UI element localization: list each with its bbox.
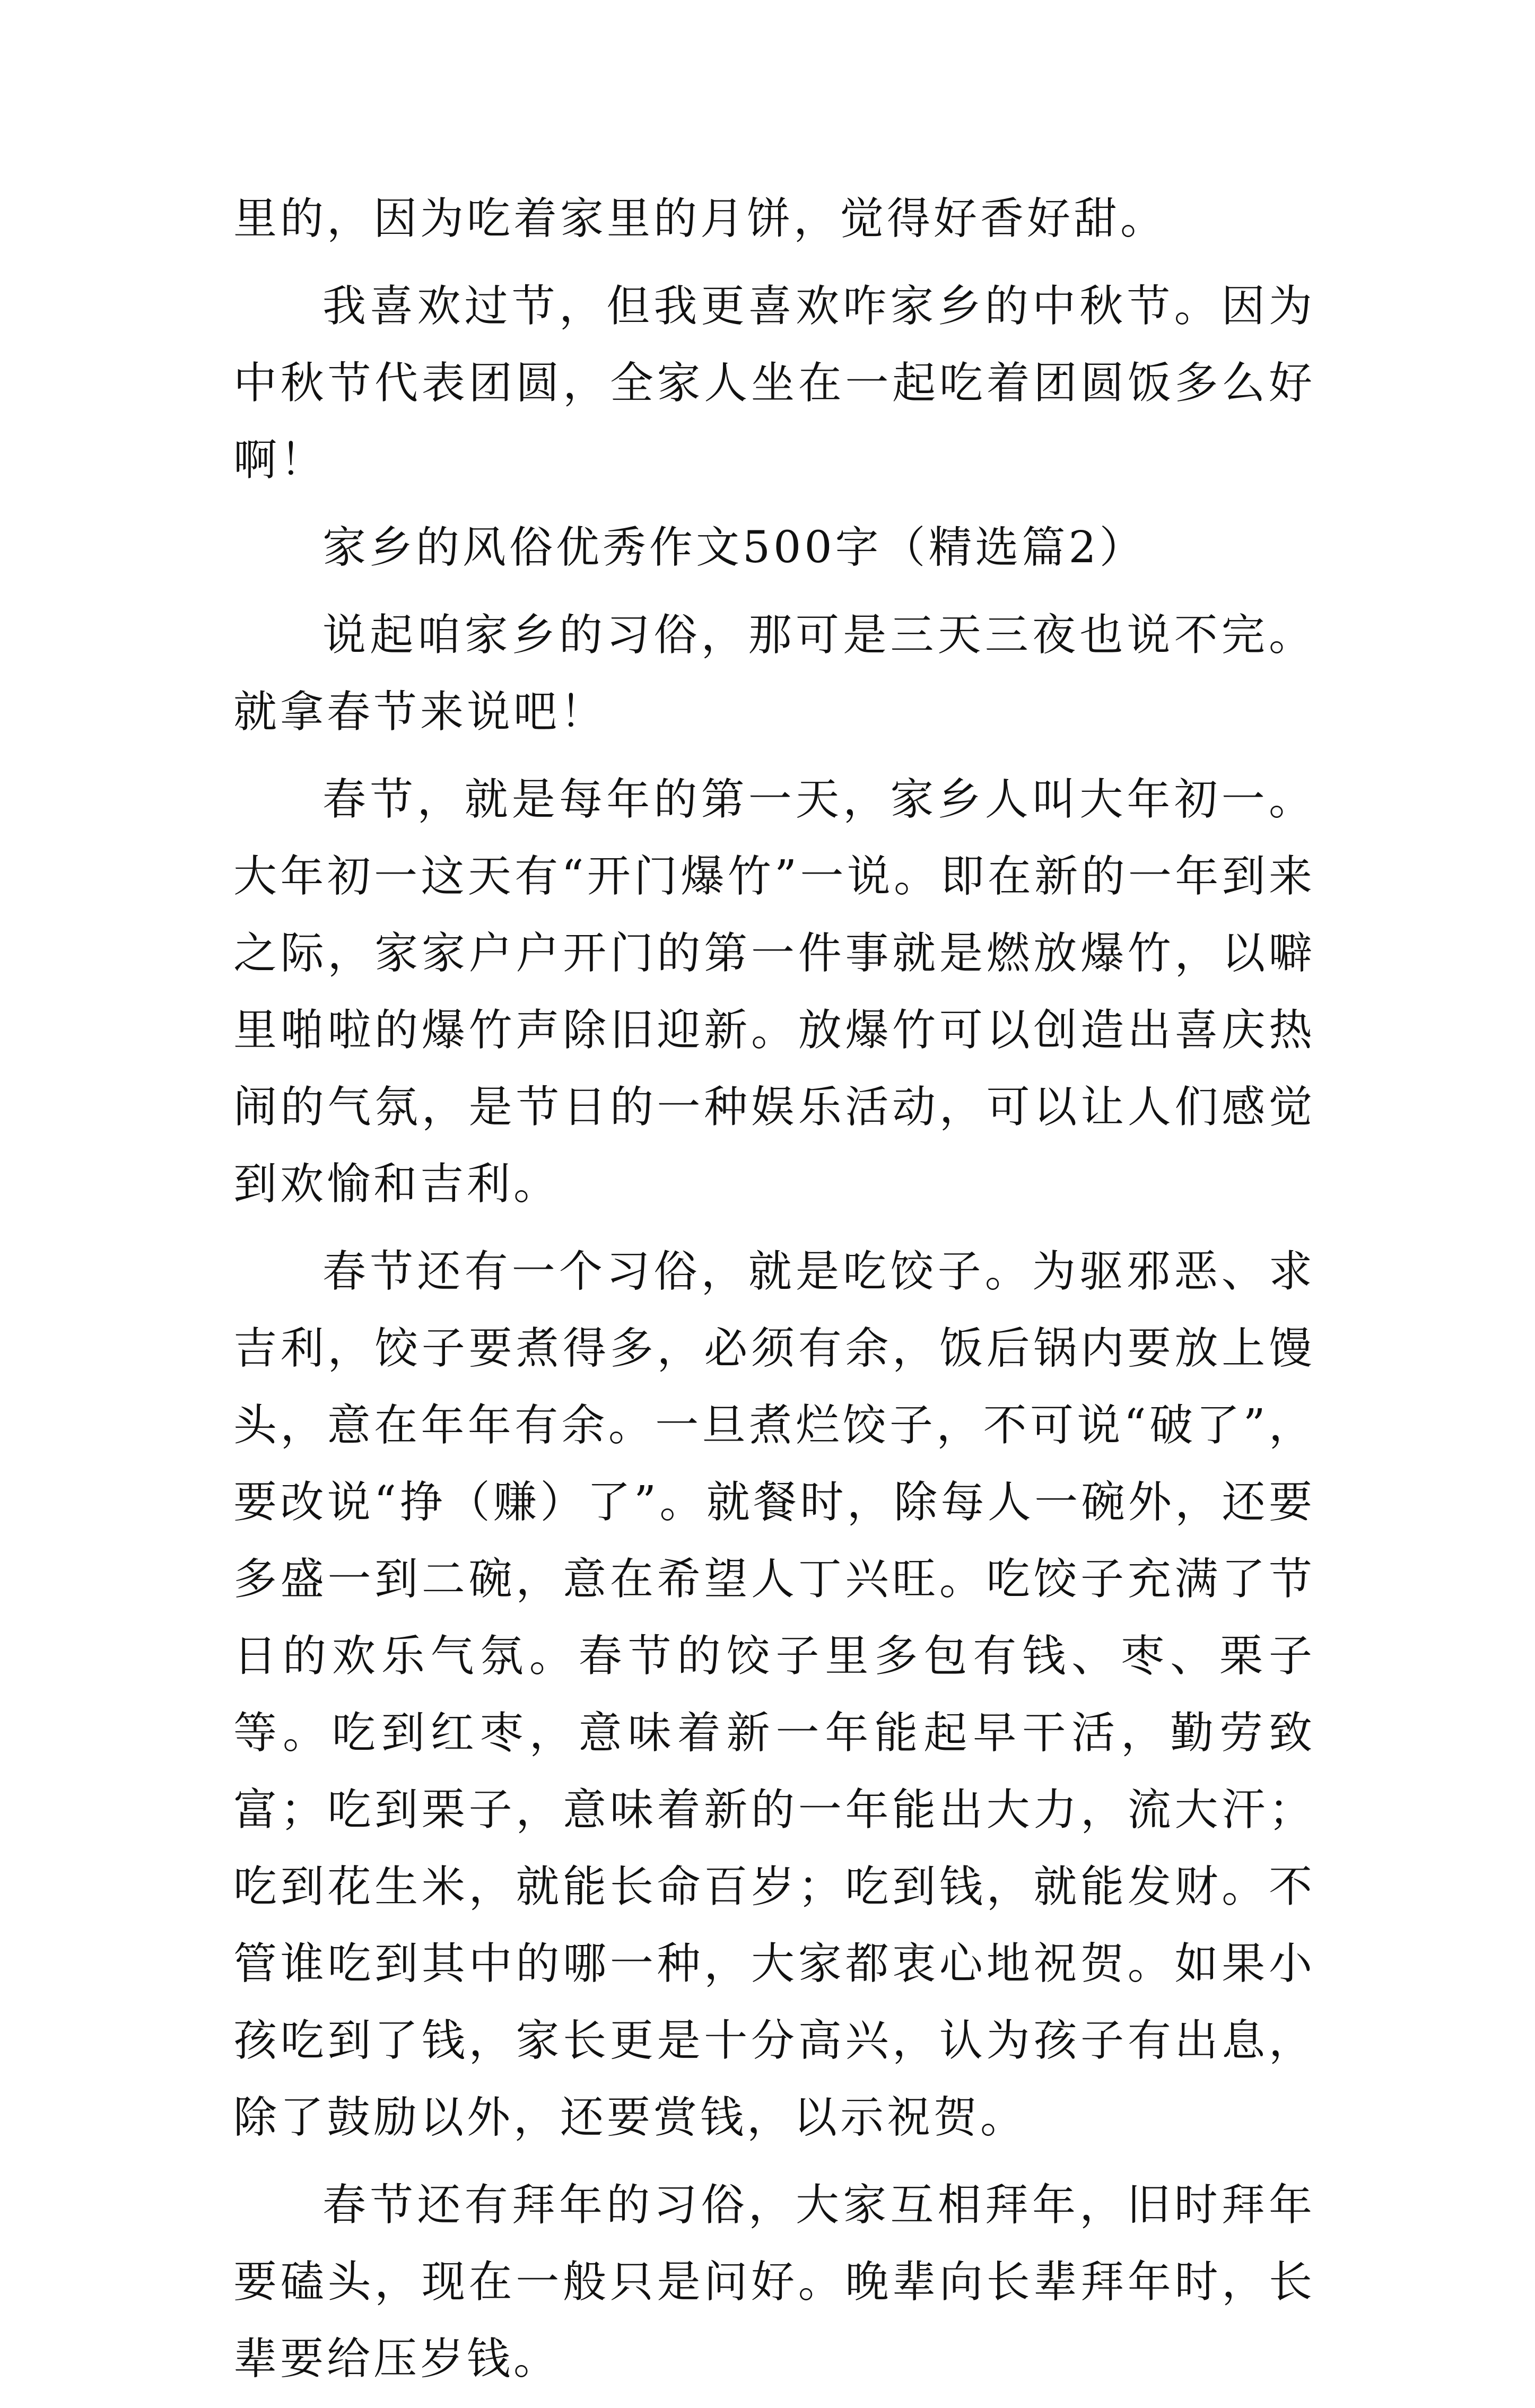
paragraph-firecrackers: 春节，就是每年的第一天，家乡人叫大年初一。大年初一这天有“开门爆竹”一说。即在新的一年到来之际，家家户户开门的第一件事就是燃放爆竹，以噼里啪啦的爆竹声除旧迎新。放爆竹可以创造出喜庆热闹的气氛，是节日的一种娱乐活动，可以让人们感觉到欢愉和吉利。 bbox=[233, 774, 1315, 1209]
paragraph-intro: 说起咱家乡的习俗，那可是三天三夜也说不完。就拿春节来说吧！ bbox=[233, 610, 1315, 737]
section-heading: 家乡的风俗优秀作文500字（精选篇2） bbox=[322, 522, 1146, 573]
paragraph-new-year-greetings: 春节还有拜年的习俗，大家互相拜年，旧时拜年要磕头，现在一般只是问好。晚辈向长辈拜年时，长辈要给压岁钱。 bbox=[233, 2180, 1315, 2384]
paragraph-mid-autumn: 我喜欢过节，但我更喜欢咋家乡的中秋节。因为中秋节代表团圆，全家人坐在一起吃着团圆饭多么好啊！ bbox=[233, 281, 1315, 485]
document-body bbox=[233, 180, 1315, 2408]
paragraph-continued: 里的，因为吃着家里的月饼，觉得好香好甜。 bbox=[233, 194, 1167, 244]
paragraph-dumplings: 春节还有一个习俗，就是吃饺子。为驱邪恶、求吉利，饺子要煮得多，必须有余，饭后锅内要放上馒头，意在年年有余。一旦煮烂饺子，不可说“破了”，要改说“挣（赚）了”。就餐时，除每人一碗外，还要多盛一到二碗，意在希望人丁兴旺。吃饺子充满了节日的欢乐气氛。春节的饺子里多包有钱、枣、栗子等。吃到红枣，意味着新一年能起早干活，勤劳致富；吃到栗子，意味着新的一年能出大力，流大汗；吃到花生米，就能长命百岁；吃到钱，就能发财。不管谁吃到其中的哪一种，大家都衷心地祝贺。如果小孩吃到了钱，家长更是十分高兴，认为孩子有出息，除了鼓励以外，还要赏钱，以示祝贺。 bbox=[233, 1246, 1315, 2143]
